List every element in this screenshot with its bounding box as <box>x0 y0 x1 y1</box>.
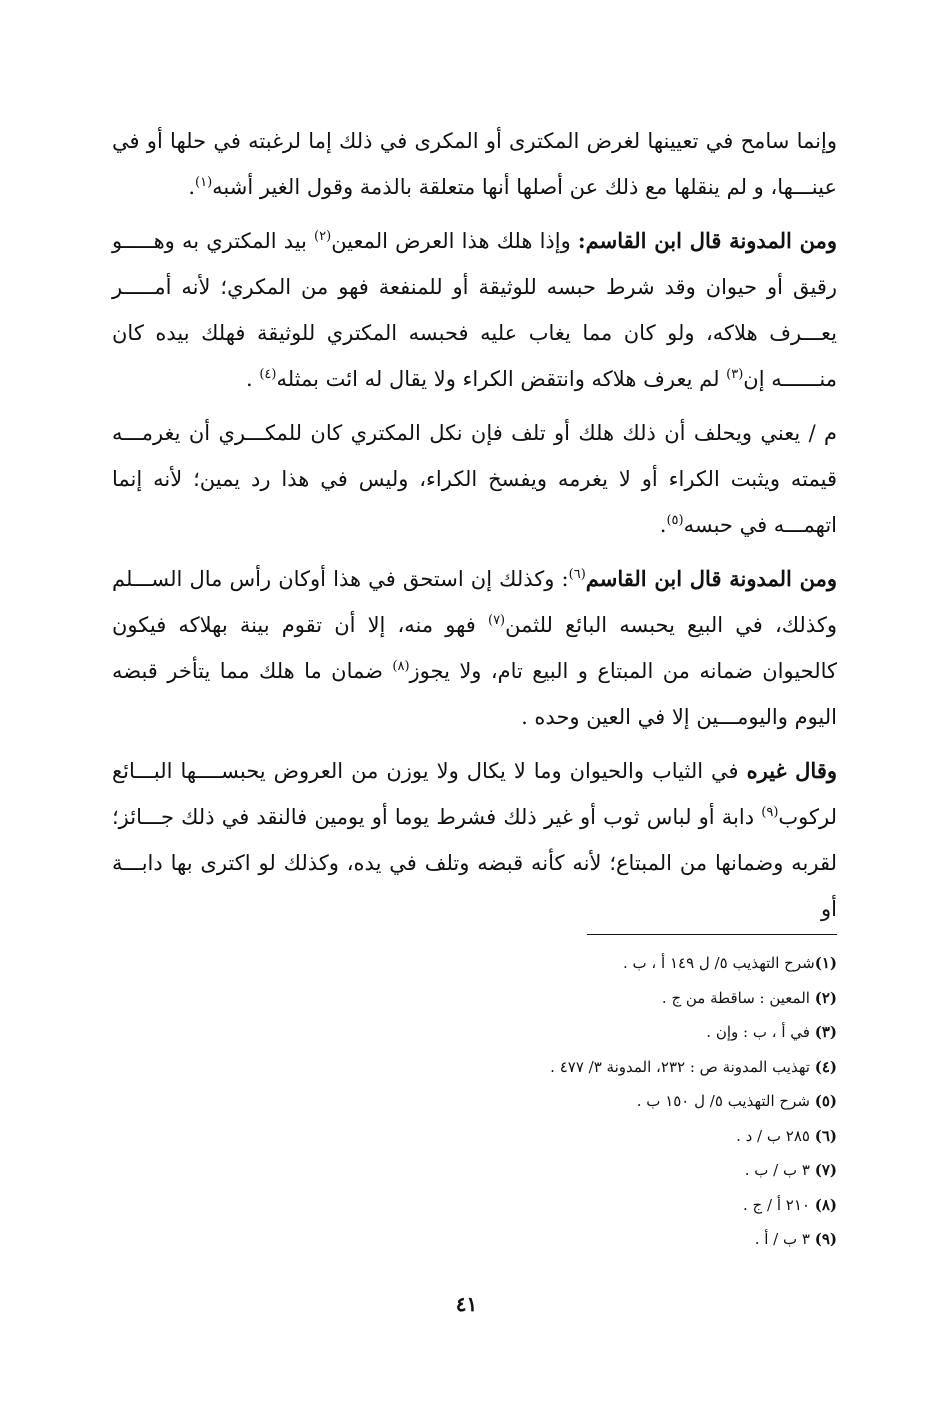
footnote-ref: (٣) <box>726 367 744 382</box>
text-run: إلا في العين وحده . <box>521 705 690 729</box>
footnote-text: ٣ ب / ب . <box>744 1161 815 1179</box>
text-run: م / يعني ويحلف أن ذلك هلك أو تلف فإن نكل المكتري كان للمكـــري أن يغرمـــه <box>112 421 837 445</box>
text-run: دابة أو لباس ثوب أو غير ذلك فشرط يوما أو يومين فالنقد في ذلك جـــائز؛ <box>112 805 762 829</box>
paragraph <box>112 748 837 932</box>
footnote-ref: (١) <box>195 175 213 190</box>
text-run: و لم ينقلها مع ذلك عن أصلها أنها متعلقة بالذمة وقول الغير أشبه <box>212 175 764 199</box>
text-run: ضمانه من المبتاع و البيع تام، ولا يجوز <box>409 659 753 683</box>
footnote <box>237 981 837 1016</box>
footnote-ref: (٥) <box>666 513 684 528</box>
text-run: . <box>245 367 260 391</box>
text-run: لركوب <box>778 805 837 829</box>
footnote-number: (٢) <box>814 988 837 1007</box>
text-run: : وكذلك إن استحق في هذا أوكان رأس مال الســـلم <box>112 567 569 591</box>
footnote-number: (٣) <box>814 1023 837 1041</box>
footnote <box>237 1222 837 1257</box>
footnote-ref: (٩) <box>761 805 779 820</box>
page-number: ٤١ <box>455 1292 478 1316</box>
text-run: فهو منه، إلا أن تقوم بينة بهلاكه فيكون كالحيوان <box>112 613 838 683</box>
paragraph <box>112 556 837 740</box>
footnote-text: المعين : ساقطة من ج . <box>661 988 815 1007</box>
footnote-text: في أ ، ب : وإن . <box>706 1023 815 1041</box>
footnote-number: (١) <box>814 954 837 972</box>
footnote-number: (٧) <box>814 1161 837 1179</box>
footnote-text: شرح التهذيب ٥/ ل ١٤٩ أ ، ب . <box>622 954 815 972</box>
paragraph <box>112 410 837 548</box>
footnote-text: شرح التهذيب ٥/ ل ١٥٠ ب . <box>636 1092 815 1110</box>
source-heading: ومن المدونة قال ابن القاسم <box>585 566 838 591</box>
text-run: بيد المكتري به وهـــــو <box>112 229 315 253</box>
text-run: لقربه وضمانها من المبتاع؛ لأنه كأنه قبضه وتلف في يده، وكذلك لو اكترى بها دابـــة أو <box>112 851 837 921</box>
footnote-text: ٢٨٥ ب / د . <box>736 1126 815 1145</box>
text-run: لم <box>692 367 727 391</box>
text-run: . <box>188 175 196 199</box>
text-run: وإنما سامح في تعيينها لغرض المكترى أو المكرى في ذلك إما لرغبته في حلها أو في عينـــها، <box>112 129 837 199</box>
footnote-number: (٦) <box>814 1126 837 1145</box>
main-text <box>112 118 837 932</box>
footnote <box>237 1119 837 1154</box>
text-run: هلاكه، ولو كان مما يغاب عليه فحبسه المكتري للوثيقة فهلك بيده كان منــــــه إن <box>112 321 837 391</box>
footnote <box>237 1153 837 1188</box>
text-run: . <box>659 513 667 537</box>
paragraph <box>112 118 837 210</box>
footnote-ref: (٦) <box>568 567 586 582</box>
text-run: ضمان ما هلك مما يتأخر قبضه اليوم واليومـــين <box>112 659 837 729</box>
text-run: وإذا هلك هذا العرض المعين <box>331 229 578 253</box>
footnote-text: ٢١٠ أ / ج . <box>743 1195 815 1214</box>
footnote-number: (٤) <box>814 1057 837 1076</box>
footnote-number: (٥) <box>814 1092 837 1110</box>
source-heading: ومن المدونة قال ابن القاسم: <box>577 228 837 253</box>
footnote <box>237 1188 837 1223</box>
footnote-ref: (٢) <box>314 229 332 244</box>
text-run: يعرف هلاكه وانتقض الكراء ولا يقال له ائت بمثله <box>276 367 693 391</box>
text-run: وكذلك، في البيع يحبسه البائع للثمن <box>505 613 837 637</box>
footnote-separator <box>587 934 837 935</box>
footnote <box>237 1050 837 1085</box>
text-run: حبسه <box>683 513 733 537</box>
footnote <box>237 946 837 981</box>
footnote-text: ٣ ب / أ . <box>754 1230 815 1248</box>
footnote <box>237 1084 837 1119</box>
text-run: رقيق أو حيوان وقد شرط حبسه للوثيقة أو للمنفعة فهو من المكري؛ لأنه أمـــــر يعـــرف <box>112 275 837 345</box>
footnote-number: (٩) <box>814 1230 837 1248</box>
footnote-text: تهذيب المدونة ص : ٢٣٢، المدونة ٣/ ٤٧٧ . <box>550 1057 815 1076</box>
footnote-ref: (٤) <box>259 367 277 382</box>
footnote-number: (٨) <box>814 1195 837 1214</box>
footnote-ref: (٨) <box>392 659 410 674</box>
footnote <box>237 1015 837 1050</box>
text-run: في الثياب والحيوان وما لا يكال ولا يوزن من العروض يحبســــها البـــائع <box>112 759 747 783</box>
footnote-ref: (٧) <box>487 613 506 628</box>
paragraph <box>112 218 837 402</box>
source-heading: وقال غيره <box>746 758 837 783</box>
text-run: قيمته ويثبت الكراء أو لا يغرمه ويفسخ الكراء، وليس في هذا رد يمين؛ لأنه إنما اتهمـــه في <box>112 467 837 537</box>
footnotes <box>237 946 837 1257</box>
